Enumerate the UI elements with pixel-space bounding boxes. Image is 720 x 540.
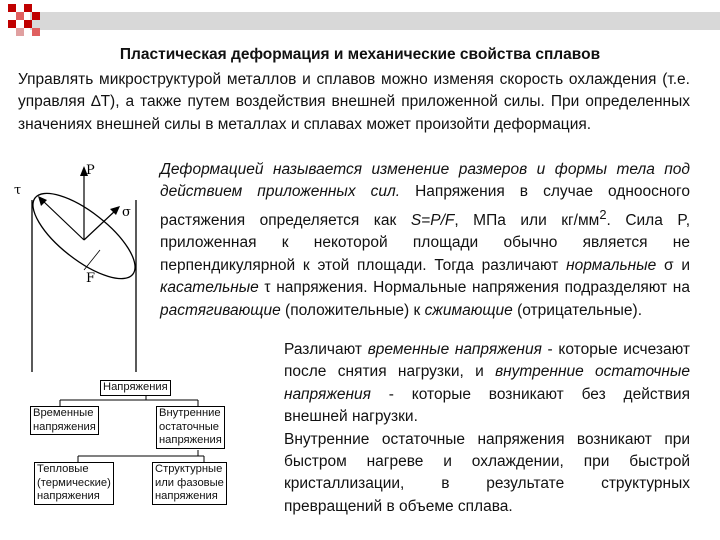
- tau-label: τ: [14, 183, 22, 198]
- intro-paragraph: Управлять микроструктурой металлов и сплавов можно изменяя скорость охлаждения (т.е. управляя ∆T), а также путем воздействия внешней приложенной силы. При определенных значениях внешней силы в металлах и сплавах может произойти деформация.: [18, 71, 690, 133]
- node-label: Внутренние: [159, 407, 221, 419]
- text-run: напряжения. Нормальные напряжения подразделяют на: [276, 279, 690, 297]
- deco-square: [16, 12, 24, 20]
- sigma-arrow: [84, 210, 116, 240]
- sigma-symbol: σ: [656, 256, 682, 274]
- header-gray-bar: [30, 12, 720, 30]
- deco-square: [32, 28, 40, 36]
- term-temporary: временные напряжения: [367, 341, 542, 358]
- node-label: Напряжения: [103, 381, 168, 393]
- tau-arrowhead: [38, 196, 47, 206]
- page-title: Пластическая деформация и механические свойства сплавов: [119, 46, 601, 63]
- node-internal-residual: [156, 406, 225, 449]
- text-run: , МПа или кг/мм: [454, 211, 600, 229]
- node-label: напряжения: [33, 420, 96, 433]
- term-normal: нормальные: [566, 256, 657, 274]
- term-compressive: сжимающие: [424, 301, 513, 319]
- text-run: (положительные) к: [280, 301, 425, 319]
- node-structural: [152, 462, 227, 505]
- stress-figure: [12, 160, 160, 372]
- node-label: напряжения: [155, 490, 218, 502]
- node-temporary: [30, 406, 99, 435]
- tau-symbol: τ: [258, 279, 277, 297]
- definition-paragraph: [160, 159, 690, 322]
- node-label: напряжения: [37, 490, 100, 502]
- node-label: Структурные: [155, 463, 223, 475]
- definition-term: Деформацией называется изменение размеров и формы тела под действием приложенных сил.: [160, 161, 690, 201]
- text-run: - которые исчезают после снятия нагрузки, и: [284, 341, 690, 381]
- area-label: F: [86, 271, 96, 286]
- term-tangential: касательные: [160, 279, 259, 297]
- unit-superscript: 2: [599, 206, 607, 222]
- node-thermal: [34, 462, 114, 505]
- area-leader: [84, 250, 100, 270]
- text-run: и: [681, 256, 690, 274]
- text-run: - которые возникают без действия внешней нагрузки.: [284, 385, 690, 426]
- node-label: или фазовые: [155, 476, 224, 489]
- node-label: (термические): [37, 476, 111, 489]
- deco-square: [16, 28, 24, 36]
- sigma-label: σ: [122, 205, 131, 220]
- header-decoration: [0, 0, 720, 40]
- term-tensile: растягивающие: [160, 301, 281, 319]
- deco-square: [8, 20, 16, 28]
- text-run: (отрицательные).: [512, 301, 643, 319]
- node-label: остаточные: [159, 420, 220, 433]
- text-run: . Сила P, приложенная к некоторой площади обычно является не перпендикулярной к этой площади. Тогда различают: [160, 211, 691, 274]
- residual-stress-text: [284, 339, 690, 518]
- stress-classification-diagram: [22, 380, 280, 520]
- residual-causes-paragraph: Внутренние остаточные напряжения возникают при быстром нагреве и охлаждении, при быстрой кристаллизации, в результате структурных превращений в объеме сплава.: [284, 430, 690, 515]
- deco-square: [24, 20, 32, 28]
- stress-formula: S=P/F: [410, 211, 455, 229]
- force-label: P: [86, 163, 95, 178]
- residual-paragraph: [284, 339, 690, 429]
- text-run: Напряжения в случае одноосного растяжения определяется как: [160, 183, 690, 229]
- deco-square: [8, 4, 16, 12]
- node-stresses: [100, 380, 171, 396]
- node-label: Временные: [33, 407, 94, 419]
- deco-square: [32, 12, 40, 20]
- node-label: напряжения: [159, 434, 222, 446]
- tau-arrow: [42, 200, 84, 240]
- text-run: Различают: [284, 341, 368, 358]
- term-internal: внутренние остаточные напряжения: [284, 363, 690, 403]
- deco-square: [24, 4, 32, 12]
- node-label: Тепловые: [37, 463, 89, 475]
